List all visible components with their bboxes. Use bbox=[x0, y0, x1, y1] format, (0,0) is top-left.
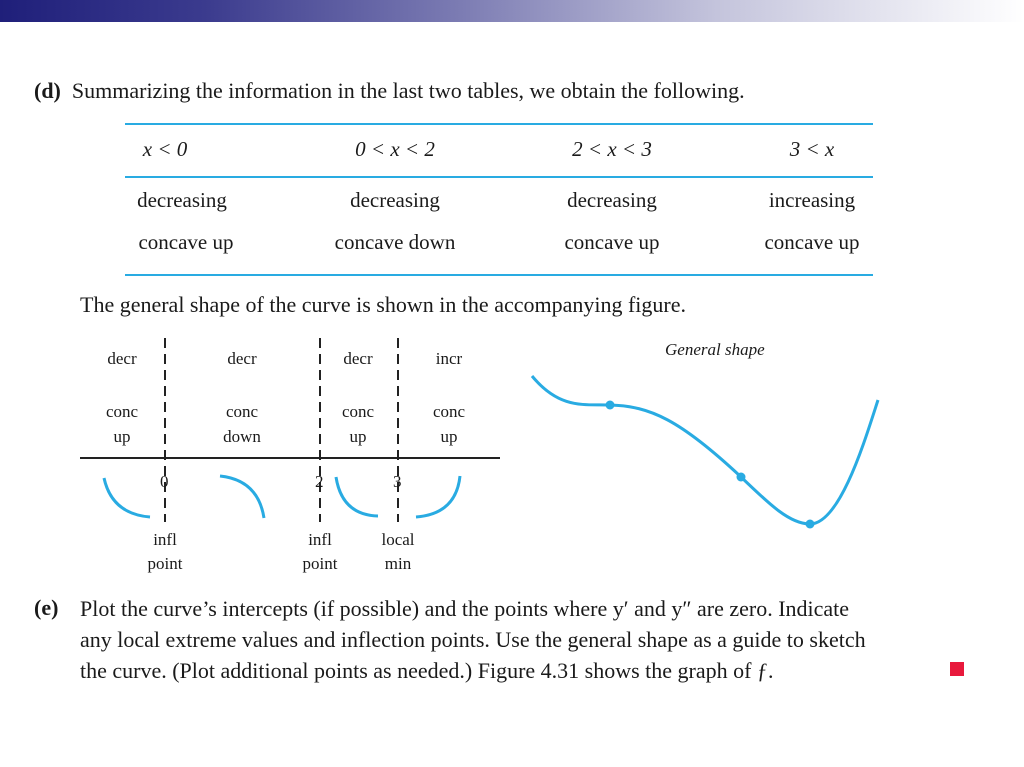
region-3-bottom: up bbox=[349, 427, 367, 446]
point-1-line2: point bbox=[147, 554, 183, 573]
tick-label-3: 3 bbox=[393, 472, 402, 491]
table-header-1: x < 0 bbox=[142, 137, 188, 161]
point-1-line1: infl bbox=[153, 530, 177, 549]
table-cell-r2c1: concave up bbox=[138, 230, 234, 254]
part-e-line-2: any local extreme values and inflection points. Use the general shape as a guide to sketch bbox=[80, 627, 866, 652]
arc-concave-up-3 bbox=[416, 476, 460, 517]
part-e-line-1: Plot the curve’s intercepts (if possible) and the points where y′ and y″ are zero. Indicate bbox=[80, 596, 850, 621]
region-3-top: decr bbox=[343, 349, 373, 368]
table-cell-r2c3: concave up bbox=[564, 230, 660, 254]
region-2-mid: conc bbox=[225, 402, 259, 421]
region-4-mid: conc bbox=[432, 402, 466, 421]
part-d-label: (d) bbox=[34, 78, 61, 103]
arc-concave-up-2 bbox=[336, 477, 378, 516]
end-of-proof-marker bbox=[950, 662, 964, 676]
arc-concave-up-1 bbox=[104, 478, 150, 517]
local-min-point bbox=[806, 520, 815, 529]
point-label-infl-0 bbox=[125, 528, 205, 576]
table-cell-r1c1: decreasing bbox=[137, 188, 227, 212]
region-3-label bbox=[318, 346, 398, 449]
table-header-2: 0 < x < 2 bbox=[355, 137, 435, 161]
point-2-line2: point bbox=[302, 554, 338, 573]
point-3-line1: local bbox=[381, 530, 415, 549]
table-cell-r1c4: increasing bbox=[768, 188, 856, 212]
point-label-infl-2 bbox=[280, 528, 360, 576]
region-4-top: incr bbox=[435, 349, 463, 368]
part-d-text: Summarizing the information in the last two tables, we obtain the following. bbox=[71, 78, 745, 103]
point-2-line1: infl bbox=[308, 530, 332, 549]
part-e-paragraph bbox=[80, 593, 980, 686]
region-1-label bbox=[82, 346, 162, 449]
inflection-point-2 bbox=[737, 473, 746, 482]
region-2-bottom: down bbox=[223, 427, 261, 446]
region-4-label bbox=[409, 346, 489, 449]
point-label-local-min bbox=[358, 528, 438, 576]
shape-sentence: The general shape of the curve is shown in the accompanying figure. bbox=[80, 292, 687, 317]
tick-label-2: 2 bbox=[315, 472, 324, 491]
region-1-bottom: up bbox=[113, 427, 131, 446]
arc-concave-down bbox=[220, 476, 264, 518]
region-4-bottom: up bbox=[440, 427, 458, 446]
general-shape-curve bbox=[520, 360, 900, 550]
inflection-point-1 bbox=[606, 401, 615, 410]
table-cell-r1c3: decreasing bbox=[567, 188, 657, 212]
general-shape-title: General shape bbox=[665, 340, 765, 359]
part-e-label: (e) bbox=[34, 595, 59, 620]
tick-label-0: 0 bbox=[160, 472, 169, 491]
table-header-3: 2 < x < 3 bbox=[572, 137, 652, 161]
region-1-top: decr bbox=[107, 349, 137, 368]
region-2-top: decr bbox=[227, 349, 257, 368]
table-cell-r2c4: concave up bbox=[764, 230, 860, 254]
region-3-mid: conc bbox=[341, 402, 375, 421]
region-1-mid: conc bbox=[105, 402, 139, 421]
curve-path bbox=[532, 376, 878, 524]
table-cell-r1c2: decreasing bbox=[350, 188, 440, 212]
sign-diagram-lines bbox=[0, 0, 520, 600]
table-header-4: 3 < x bbox=[789, 137, 835, 161]
region-2-label bbox=[202, 346, 282, 449]
part-e-line-3: the curve. (Plot additional points as needed.) Figure 4.31 shows the graph of ƒ. bbox=[80, 658, 774, 683]
point-3-line2: min bbox=[384, 554, 412, 573]
table-cell-r2c2: concave down bbox=[334, 230, 456, 254]
